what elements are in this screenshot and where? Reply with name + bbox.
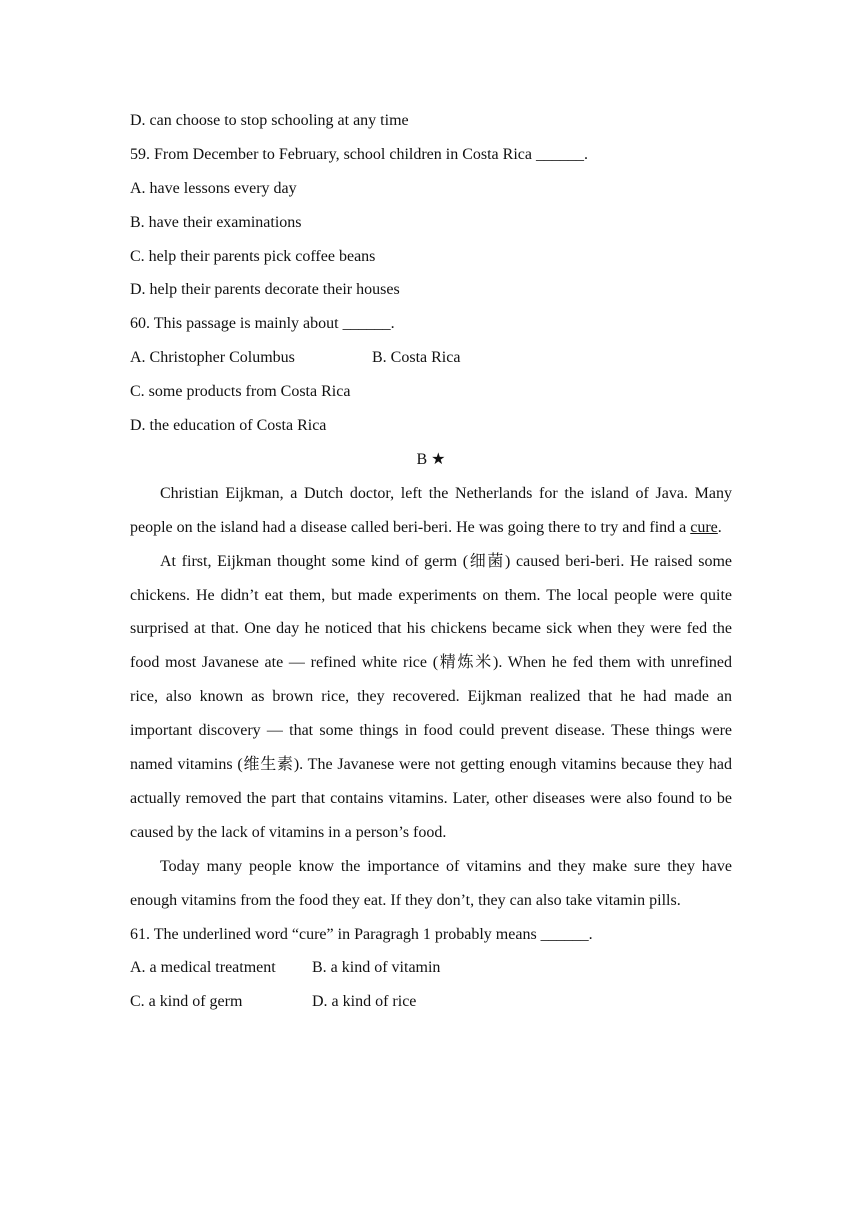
q61-options-cd <box>130 985 732 1019</box>
q61-stem: 61. The underlined word “cure” in Paragragh 1 probably means ______. <box>130 925 593 943</box>
q59-stem: 59. From December to February, school children in Costa Rica ______. <box>130 145 588 163</box>
paragraph-1-end: . <box>717 518 722 536</box>
paragraph-1-text: Christian Eijkman, a Dutch doctor, left the Netherlands for the island of Java. Many people on the island had a disease called beri-beri. He was going there to try and find a <box>130 484 732 536</box>
q61-option-d: D. a kind of rice <box>312 993 417 1011</box>
q59-option-a: A. have lessons every day <box>130 179 297 197</box>
q61-options-ab <box>130 951 732 985</box>
q60-option-a: A. Christopher Columbus <box>130 349 295 367</box>
q60-option-d: D. the education of Costa Rica <box>130 417 327 435</box>
q60-options-ab <box>130 341 732 375</box>
q60-stem: 60. This passage is mainly about ______. <box>130 315 395 333</box>
q59-option-d: D. help their parents decorate their houses <box>130 281 400 299</box>
passage-paragraph-2: At first, Eijkman thought some kind of germ (细菌) caused beri-beri. He raised some chickens. He didn’t eat them, but made experiments on them. The local people were quite surprised at that. One day he noticed that his chickens became sick when they were fed the food most Javanese ate — refined white rice (精炼米). When he fed them with unrefined rice, also known as brown rice, they recovered. Eijkman realized that he had made an important discovery — that some things in food could prevent disease. These things were named vitamins (维生素). The Javanese were not getting enough vitamins because they had actually removed the part that contains vitamins. Later, other diseases were also found to be caused by the lack of vitamins in a person’s food. <box>130 552 732 841</box>
q58-option-d: D. can choose to stop schooling at any time <box>130 112 409 129</box>
q61-option-c: C. a kind of germ <box>130 993 243 1011</box>
q61-option-a: A. a medical treatment <box>130 959 276 977</box>
q61-option-b: B. a kind of vitamin <box>312 959 441 977</box>
q60-option-b: B. Costa Rica <box>372 349 461 367</box>
underlined-word-cure: cure <box>690 518 718 536</box>
q60-option-c: C. some products from Costa Rica <box>130 383 351 401</box>
q59-option-b: B. have their examinations <box>130 213 302 231</box>
section-b-heading: B ★ <box>416 450 446 468</box>
q59-option-c: C. help their parents pick coffee beans <box>130 247 376 265</box>
passage-paragraph-3: Today many people know the importance of vitamins and they make sure they have enough vitamins from the food they eat. If they don’t, they can also take vitamin pills. <box>130 857 732 909</box>
document-page <box>130 104 732 1019</box>
passage-paragraph-1 <box>130 477 732 545</box>
